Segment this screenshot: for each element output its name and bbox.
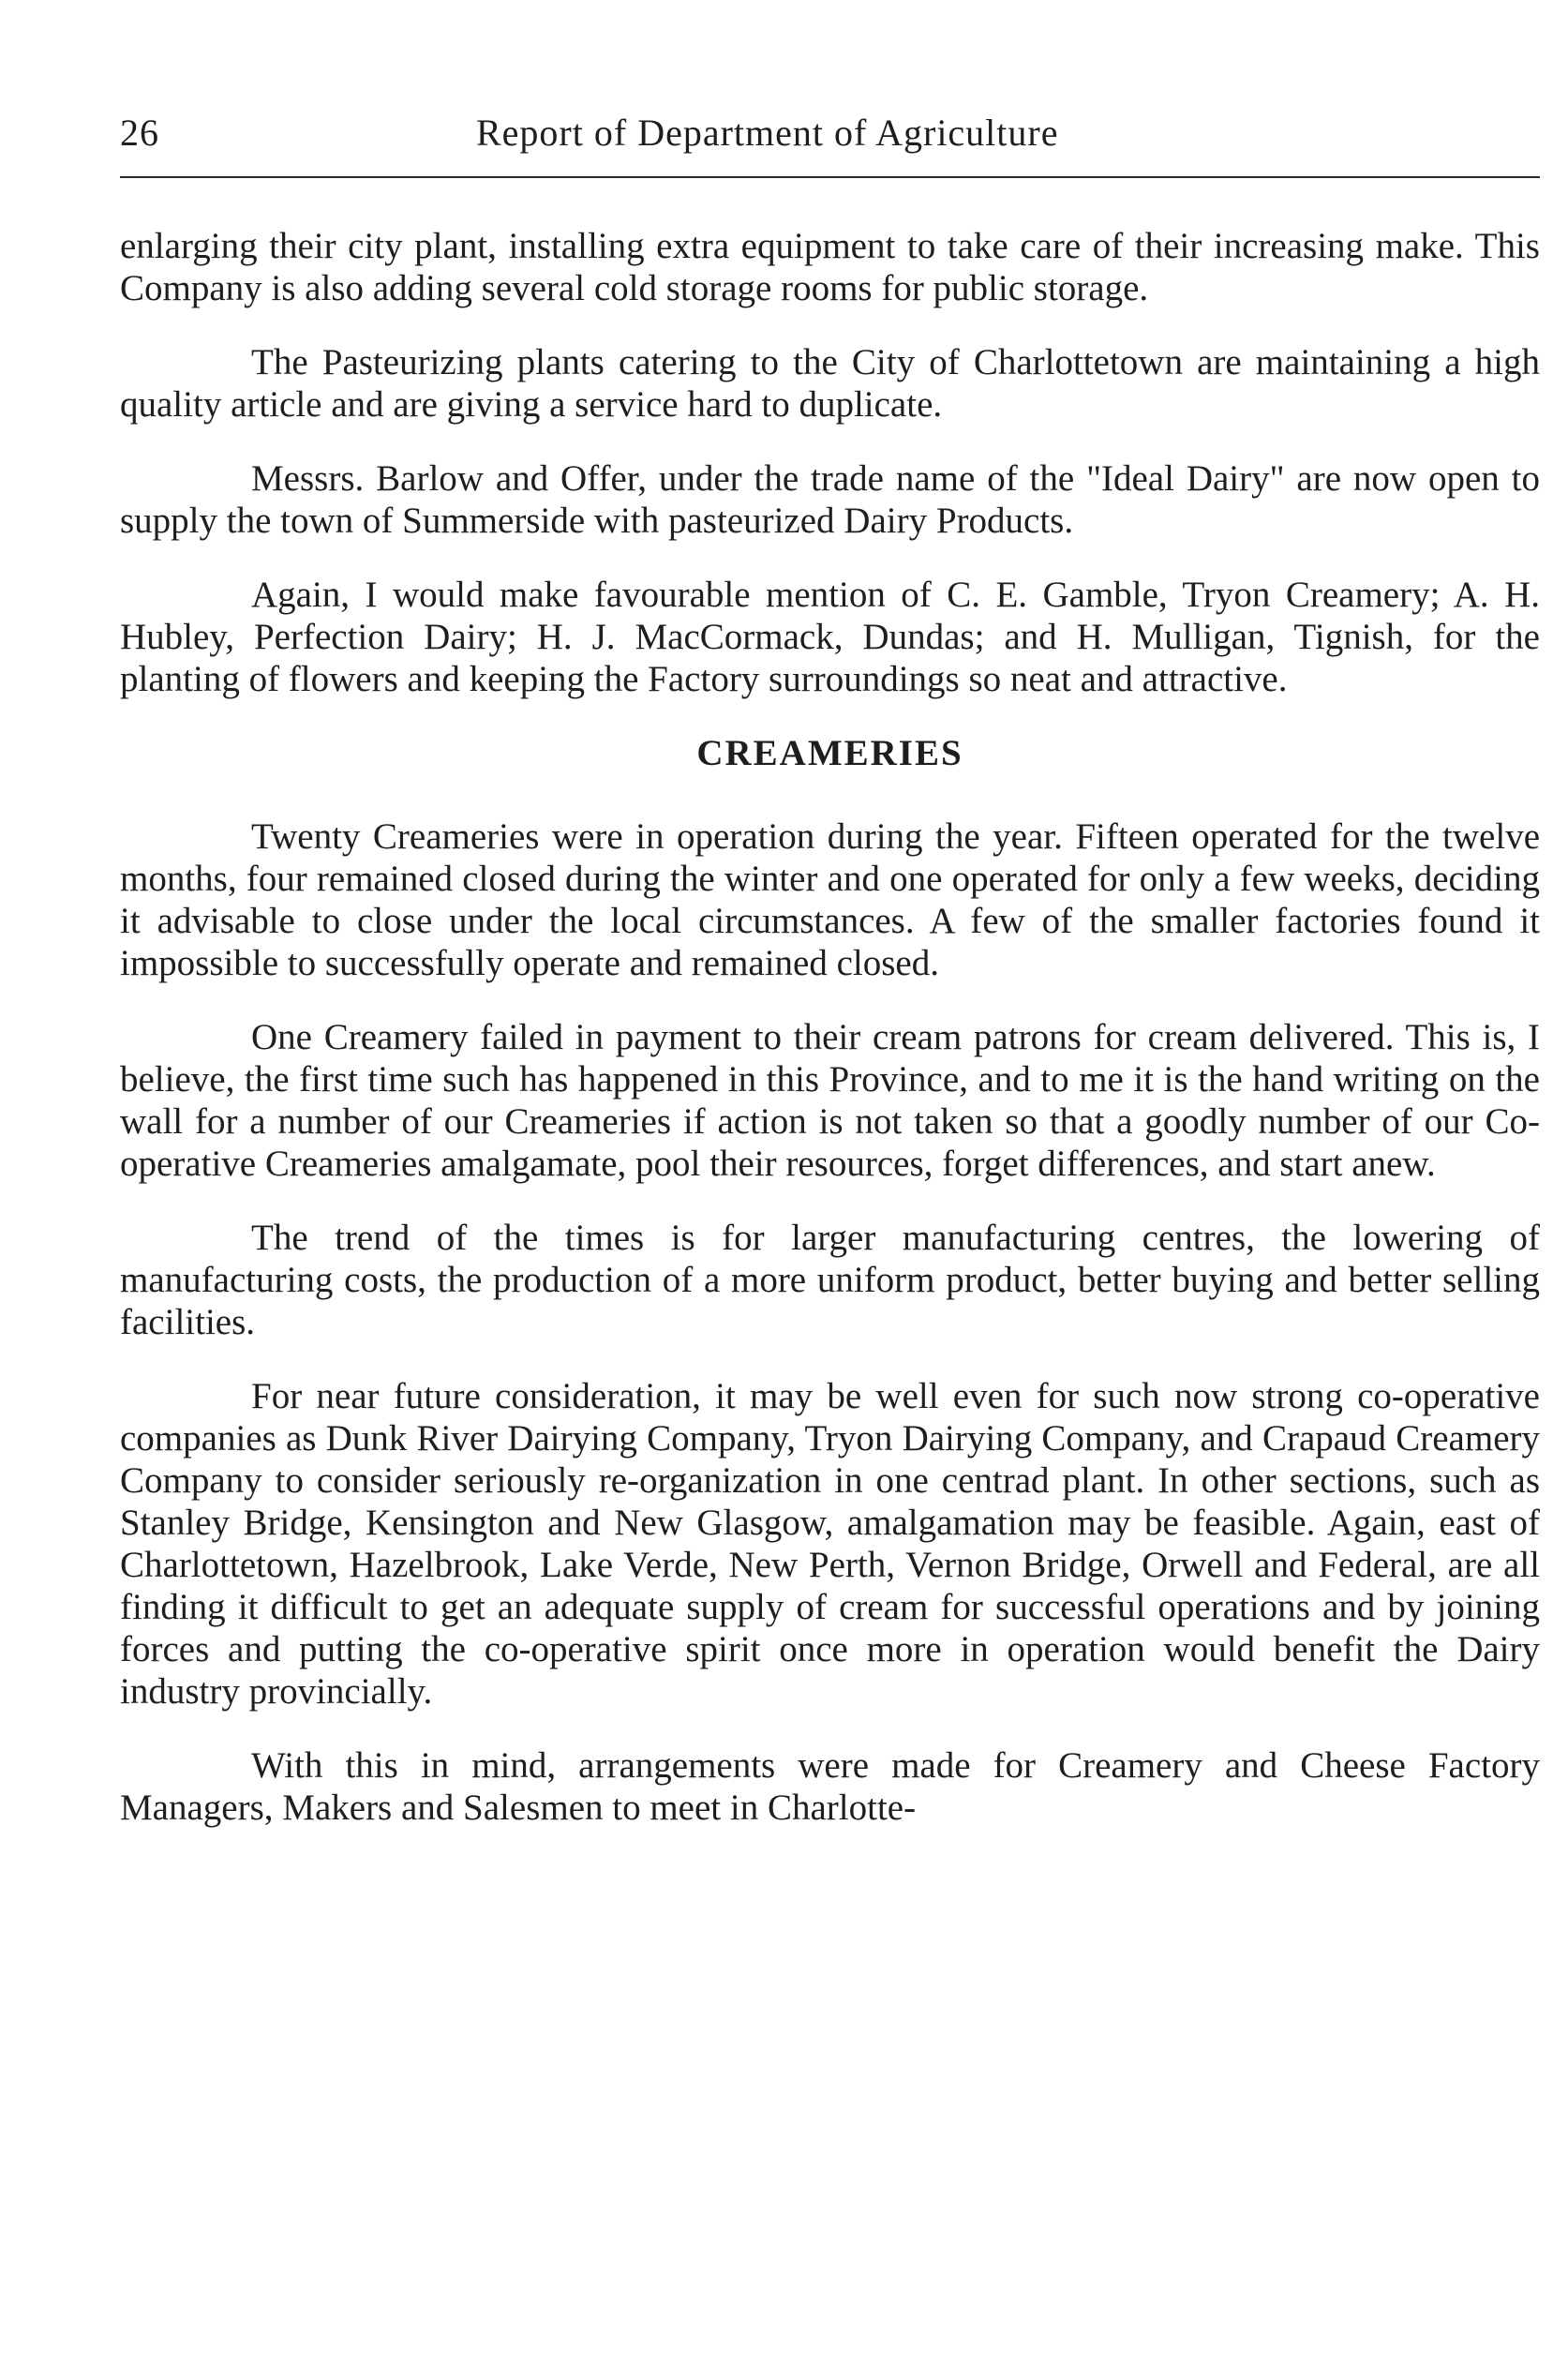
paragraph-creameries-operation: Twenty Creameries were in operation during the year. Fifteen operated for the twelve months, four remained closed during the winter and one operated for only a few weeks, deciding it advisable to close under the local circumstances. A few of the smaller factories found it impossible to successfully operate and remained closed. [120, 816, 1540, 983]
header-rule [120, 176, 1540, 178]
section-heading: CREAMERIES [696, 733, 963, 773]
paragraph-future-consideration: For near future consideration, it may be well even for such now strong co-operative companies as Dunk River Dairying Company, Tryon Dairying Company, and Crapaud Creamery Company to consider seriously re-organization in one centrad plant. In other sections, such as Stanley Bridge, Kensington and New Glasgow, amalgamation may be feasible. Again, east of Charlottetown, Hazelbrook, Lake Verde, New Perth, Vernon Bridge, Orwell and Federal, are all finding it difficult to get an adequate supply of cream for successful operations and by joining forces and putting the co-operative spirit once more in operation would benefit the Dairy industry provincially. [120, 1376, 1540, 1712]
paragraph-continuation: enlarging their city plant, installing extra equipment to take care of their increasing make. This Company is also adding several cold storage rooms for public storage. [120, 226, 1540, 308]
paragraph-payment-failure: One Creamery failed in payment to their cream patrons for cream delivered. This is, I believe, the first time such has happened in this Province, and to me it is the hand writing on the wall for a number of our Creameries if action is not taken so that a goodly number of our Co-operative Creameries amalgamate, pool their resources, forget differences, and start anew. [120, 1017, 1540, 1184]
paragraph-favourable-mention: Again, I would make favourable mention of C. E. Gamble, Tryon Creamery; A. H. Hubley, Perfection Dairy; H. J. MacCormack, Dundas; and H. Mulligan, Tignish, for the planting of flowers and keeping the Factory surroundings so neat and attractive. [120, 575, 1540, 699]
page-header [120, 111, 1540, 167]
paragraph-trend: The trend of the times is for larger manufacturing centres, the lowering of manufacturing costs, the production of a more uniform product, better buying and better selling facilities. [120, 1218, 1540, 1342]
paragraph-arrangements: With this in mind, arrangements were made for Creamery and Cheese Factory Managers, Makers and Salesmen to meet in Charlotte- [120, 1745, 1540, 1828]
page-number: 26 [120, 112, 159, 154]
body-text [120, 225, 1540, 1861]
paragraph-pasteurizing-plants: The Pasteurizing plants catering to the City of Charlottetown are maintaining a high quality article and are giving a service hard to duplicate. [120, 342, 1540, 425]
paragraph-ideal-dairy: Messrs. Barlow and Offer, under the trade name of the "Ideal Dairy" are now open to supply the town of Summerside with pasteurized Dairy Products. [120, 458, 1540, 541]
running-head: Report of Department of Agriculture [476, 112, 1059, 154]
